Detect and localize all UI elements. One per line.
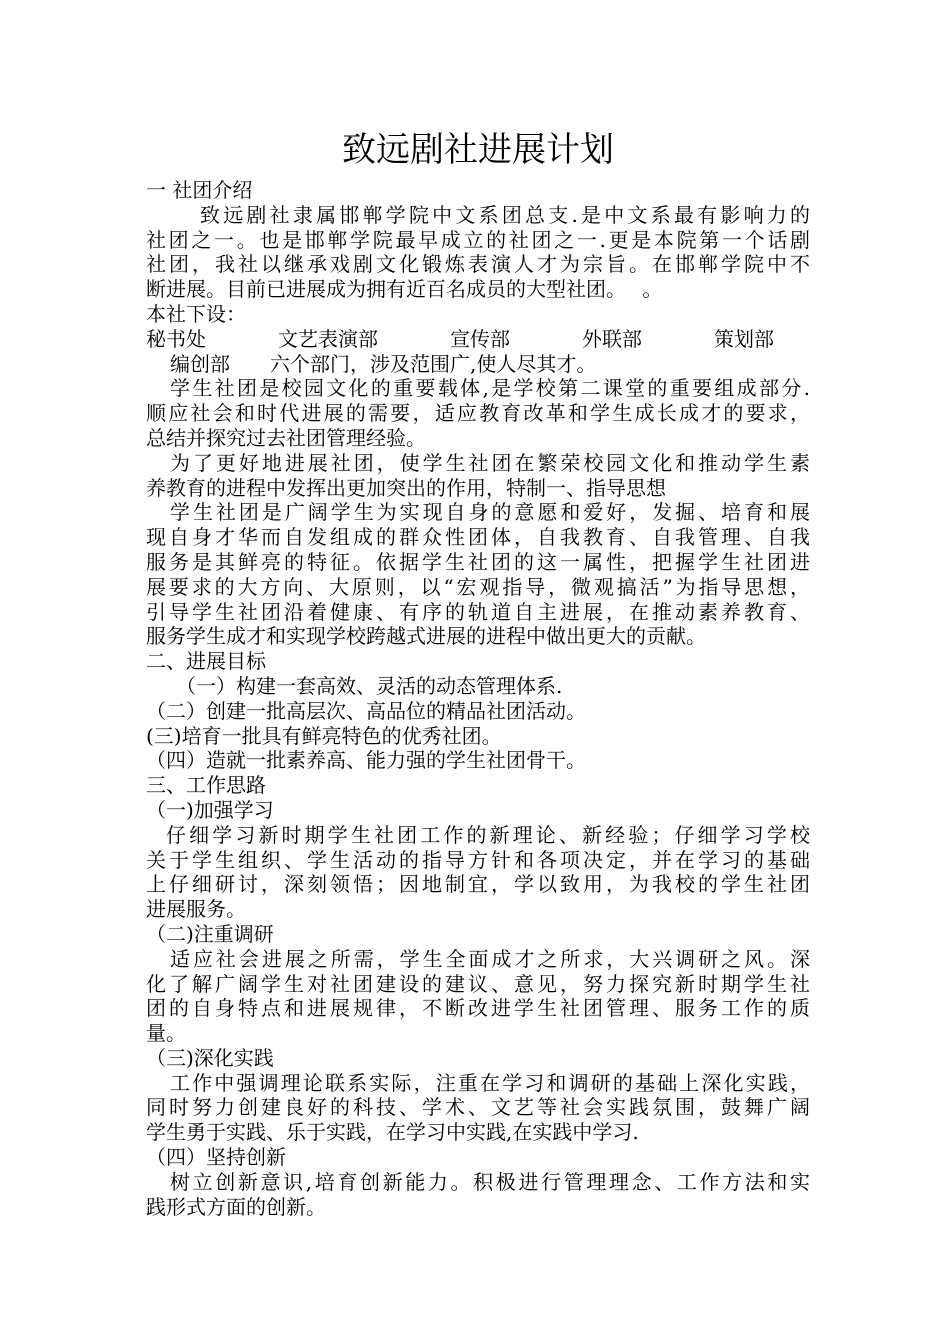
paragraph-line: 上仔细研讨，深刻领悟；因地制宜，学以致用，为我校的学生社团 [146, 872, 810, 897]
paragraph-line: 践形式方面的创新。 [146, 1194, 326, 1219]
page-title: 致远剧社进展计划 [342, 130, 614, 170]
paragraph-line: 同时努力创建良好的科技、学术、文艺等社会实践氛围，鼓舞广阔 [146, 1095, 810, 1120]
department-item: 策划部 [714, 326, 774, 351]
paragraph-line: 仔细学习新时期学生社团工作的新理论、新经验；仔细学习学校 [166, 822, 810, 847]
paragraph-line: 现自身才华而自发组成的群众性团体，自我教育、自我管理、自我 [146, 525, 810, 550]
list-item: （二）创建一批高层次、高品位的精品社团活动。 [146, 698, 586, 723]
paragraph-line: 为了更好地进展社团，使学生社团在繁荣校园文化和推动学生素 [170, 450, 810, 475]
list-item: （四）造就一批素养高、能力强的学生社团骨干。 [146, 748, 586, 773]
paragraph-line: 顺应社会和时代进展的需要，适应教育改革和学生成长成才的要求， [146, 401, 810, 426]
paragraph-line: 学生社团是广阔学生为实现自身的意愿和爱好，发掘、培育和展 [170, 500, 810, 525]
paragraph-line: 学生社团是校园文化的重要载体,是学校第二课堂的重要组成部分. [170, 376, 810, 401]
paragraph-line: 工作中强调理论联系实际，注重在学习和调研的基础上深化实践， [170, 1070, 810, 1095]
department-item: 宣传部 [450, 326, 510, 351]
list-item: (三)培育一批具有鲜亮特色的优秀社团。 [146, 723, 502, 748]
paragraph-line: 适应社会进展之所需，学生全面成才之所求，大兴调研之风。深 [170, 946, 810, 971]
paragraph-line: 引导学生社团沿着健康、有序的轨道自主进展，在推动素养教育、 [146, 599, 810, 624]
paragraph-line: 量。 [146, 1021, 186, 1046]
section-heading: 一 社团介绍 [146, 178, 253, 202]
paragraph-line: 社团，我社以继承戏剧文化锻炼表演人才为宗旨。在邯郸学院中不 [146, 252, 810, 277]
paragraph-line: 本社下设： [146, 301, 246, 326]
paragraph-line: 展要求的大方向、大原则，以“宏观指导，微观搞活”为指导思想， [146, 574, 810, 599]
paragraph-line: 总结并探究过去社团管理经验。 [146, 425, 426, 450]
subsection-heading: （一)加强学习 [146, 797, 274, 822]
paragraph-line: 服务学生成才和实现学校跨越式进展的进程中做出更大的贡献。 [146, 624, 706, 649]
paragraph-line: 化了解广阔学生对社团建设的建议、意见，努力探究新时期学生社 [146, 971, 810, 996]
paragraph-line: 养教育的进程中发挥出更加突出的作用，特制一、指导思想 [146, 475, 666, 500]
section-heading: 三、工作思路 [146, 773, 266, 798]
paragraph-line: 树立创新意识,培育创新能力。积极进行管理理念、工作方法和实 [170, 1169, 810, 1194]
paragraph-line: 团的自身特点和进展规律，不断改进学生社团管理、服务工作的质 [146, 996, 810, 1021]
paragraph-line: 服务是其鲜亮的特征。依据学生社团的这一属性，把握学生社团进 [146, 549, 810, 574]
department-list [146, 327, 774, 352]
department-item: 文艺表演部 [278, 326, 378, 351]
paragraph-line: 社团之一。也是邯郸学院最早成立的社团之一.更是本院第一个话剧 [146, 227, 810, 252]
department-item: 秘书处 [146, 326, 206, 351]
subsection-heading: （四）坚持创新 [146, 1145, 286, 1170]
document-page [146, 128, 810, 1219]
department-item: 外联部 [582, 326, 642, 351]
paragraph-line: 断进展。目前已进展成为拥有近百名成员的大型社团。 。 [146, 277, 663, 302]
paragraph-line: 编创部 六个部门，涉及范围广,使人尽其才。 [170, 351, 597, 376]
paragraph-line: 关于学生组织、学生活动的指导方针和各项决定，并在学习的基础 [146, 847, 810, 872]
paragraph-line: 致远剧社隶属邯郸学院中文系团总支.是中文系最有影响力的 [200, 202, 810, 227]
paragraph-line: 进展服务。 [146, 897, 246, 922]
paragraph-line: 学生勇于实践、乐于实践，在学习中实践,在实践中学习. [146, 1120, 639, 1145]
list-item: （一）构建一套高效、灵活的动态管理体系. [176, 673, 563, 698]
subsection-heading: （二)注重调研 [146, 921, 274, 946]
section-heading: 二、进展目标 [146, 649, 266, 674]
subsection-heading: （三)深化实践 [146, 1045, 274, 1070]
